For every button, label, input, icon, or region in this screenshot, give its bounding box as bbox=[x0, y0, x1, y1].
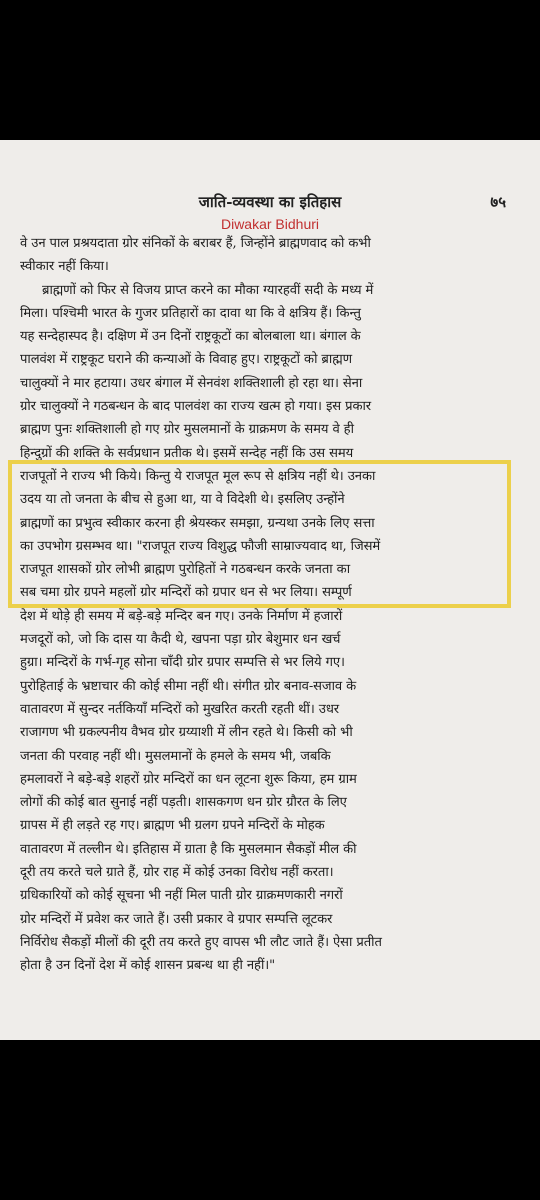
text-line: राजागण भी ग्रकल्पनीय वैभव ग्रोर ग्रय्याशी में लीन रहते थे। किसी को भी bbox=[20, 725, 353, 741]
text-line: पुरोहिताई के भ्रष्टाचार की कोई सीमा नहीं थी। संगीत ग्रोर बनाव-सजाव के bbox=[20, 678, 357, 694]
body-text bbox=[20, 232, 524, 978]
text-line: ब्राह्मणों का प्रभुत्व स्वीकार करना ही श्रेयस्कर समझा, ग्रन्यथा उनके लिए सत्ता bbox=[20, 515, 375, 531]
text-line: वातावरण में तल्लीन थे। इतिहास में ग्राता है कि मुसलमान सैकड़ों मील की bbox=[20, 841, 357, 857]
watermark: Diwakar Bidhuri bbox=[220, 216, 320, 232]
text-line: जनता की परवाह नहीं थी। मुसलमानों के हमले के समय भी, जबकि bbox=[20, 748, 331, 764]
text-line: चालुक्यों ने मार हटाया। उधर बंगाल में सेनवंश शक्तिशाली हो रहा था। सेना bbox=[20, 375, 363, 391]
text-line: यह सन्देहास्पद है। दक्षिण में उन दिनों राष्ट्रकूटों का बोलबाला था। बंगाल के bbox=[20, 329, 361, 345]
text-line: होता है उन दिनों देश में कोई शासन प्रबन्ध था ही नहीं।" bbox=[20, 958, 276, 974]
text-line: ग्रोर चालुक्यों ने गठबन्धन के बाद पालवंश का राज्य खत्म हो गया। इस प्रकार bbox=[20, 399, 372, 415]
text-line: ग्रापस में ही लड़ते रह गए। ब्राह्मण भी ग्रलग ग्रपने मन्दिरों के मोहक bbox=[20, 818, 325, 834]
text-line: लोगों की कोई बात सुनाई नहीं पड़ती। शासकगण धन ग्रोर ग्रौरत के लिए bbox=[20, 795, 347, 811]
text-line: मिला। पश्चिमी भारत के गुजर प्रतिहारों का दावा था कि वे क्षत्रिय हैं। किन्तु bbox=[20, 305, 361, 321]
text-line: उदय या तो जनता के बीच से हुआ था, या वे विदेशी थे। इसलिए उन्होंने bbox=[20, 492, 345, 508]
page-number: ७५ bbox=[490, 193, 506, 211]
bottom-bar bbox=[0, 1040, 540, 1200]
text-line: ग्रधिकारियों को कोई सूचना भी नहीं मिल पाती ग्रोर ग्राक्रमणकारी नगरों bbox=[20, 888, 343, 904]
text-line: निर्विरोध सैकड़ों मीलों की दूरी तय करते हुए वापस भी लौट जाते हैं। ऐसा प्रतीत bbox=[20, 934, 382, 950]
text-line: देश में थोड़े ही समय में बड़े-बड़े मन्दिर बन गए। उनके निर्माण में हजारों bbox=[20, 608, 343, 624]
book-page bbox=[0, 140, 540, 1040]
running-head bbox=[0, 192, 540, 218]
running-title: जाति-व्यवस्था का इतिहास bbox=[198, 193, 342, 211]
text-line: सब चमा ग्रोर ग्रपने महलों ग्रोर मन्दिरों को ग्रपार धन से भर लिया। सम्पूर्ण bbox=[20, 585, 352, 601]
text-line: हुग्रा। मन्दिरों के गर्भ-गृह सोना चाँदी ग्रोर ग्रपार सम्पत्ति से भर लिये गए। bbox=[20, 655, 345, 671]
text-line: ब्राह्मणों को फिर से विजय प्राप्त करने का मौका ग्यारहवीं सदी के मध्य में bbox=[42, 282, 374, 298]
text-line: मजदूरों को, जो कि दास या कैदी थे, खपना पड़ा ग्रोर बेशुमार धन खर्च bbox=[20, 632, 341, 648]
text-line: हमलावरों ने बड़े-बड़े शहरों ग्रोर मन्दिरों का धन लूटना शुरू किया, हम ग्राम bbox=[20, 771, 357, 787]
text-line: हिन्दुग्रों की शक्ति के सर्वप्रधान प्रतीक थे। इसमें सन्देह नहीं कि उस समय bbox=[20, 445, 354, 461]
text-line: वातावरण में सुन्दर नर्तकियाँ मन्दिरों को मुखरित करती रहती थीं। उधर bbox=[20, 701, 340, 717]
text-line: का उपभोग ग्रसम्भव था। "राजपूत राज्य विशुद्ध फौजी साम्राज्यवाद था, जिसमें bbox=[20, 538, 381, 554]
text-line: स्वीकार नहीं किया। bbox=[20, 259, 109, 275]
text-line: राजपूत शासकों ग्रोर लोभी ब्राह्मण पुरोहितों ने गठबन्धन करके जनता का bbox=[20, 562, 351, 578]
text-line: वे उन पाल प्रश्रयदाता ग्रोर संनिकों के बराबर हैं, जिन्होंने ब्राह्मणवाद को कभी bbox=[20, 236, 371, 251]
text-line: दूरी तय करते चले ग्राते हैं, ग्रोर राह में कोई उनका विरोध नहीं करता। bbox=[20, 865, 334, 881]
text-line: पालवंश में राष्ट्रकूट घराने की कन्याओं के विवाह हुए। राष्ट्रकूटों को ब्राह्मण bbox=[20, 352, 352, 368]
text-line: ग्रोर मन्दिरों में प्रवेश कर जाते हैं। उसी प्रकार वे ग्रपार सम्पत्ति लूटकर bbox=[20, 911, 333, 927]
text-line: राजपूतों ने राज्य भी किये। किन्तु ये राजपूत मूल रूप से क्षत्रिय नहीं थे। उनका bbox=[20, 468, 376, 484]
text-line: ब्राह्मण पुनः शक्तिशाली हो गए ग्रोर मुसलमानों के ग्राक्रमण के समय वे ही bbox=[20, 422, 354, 438]
